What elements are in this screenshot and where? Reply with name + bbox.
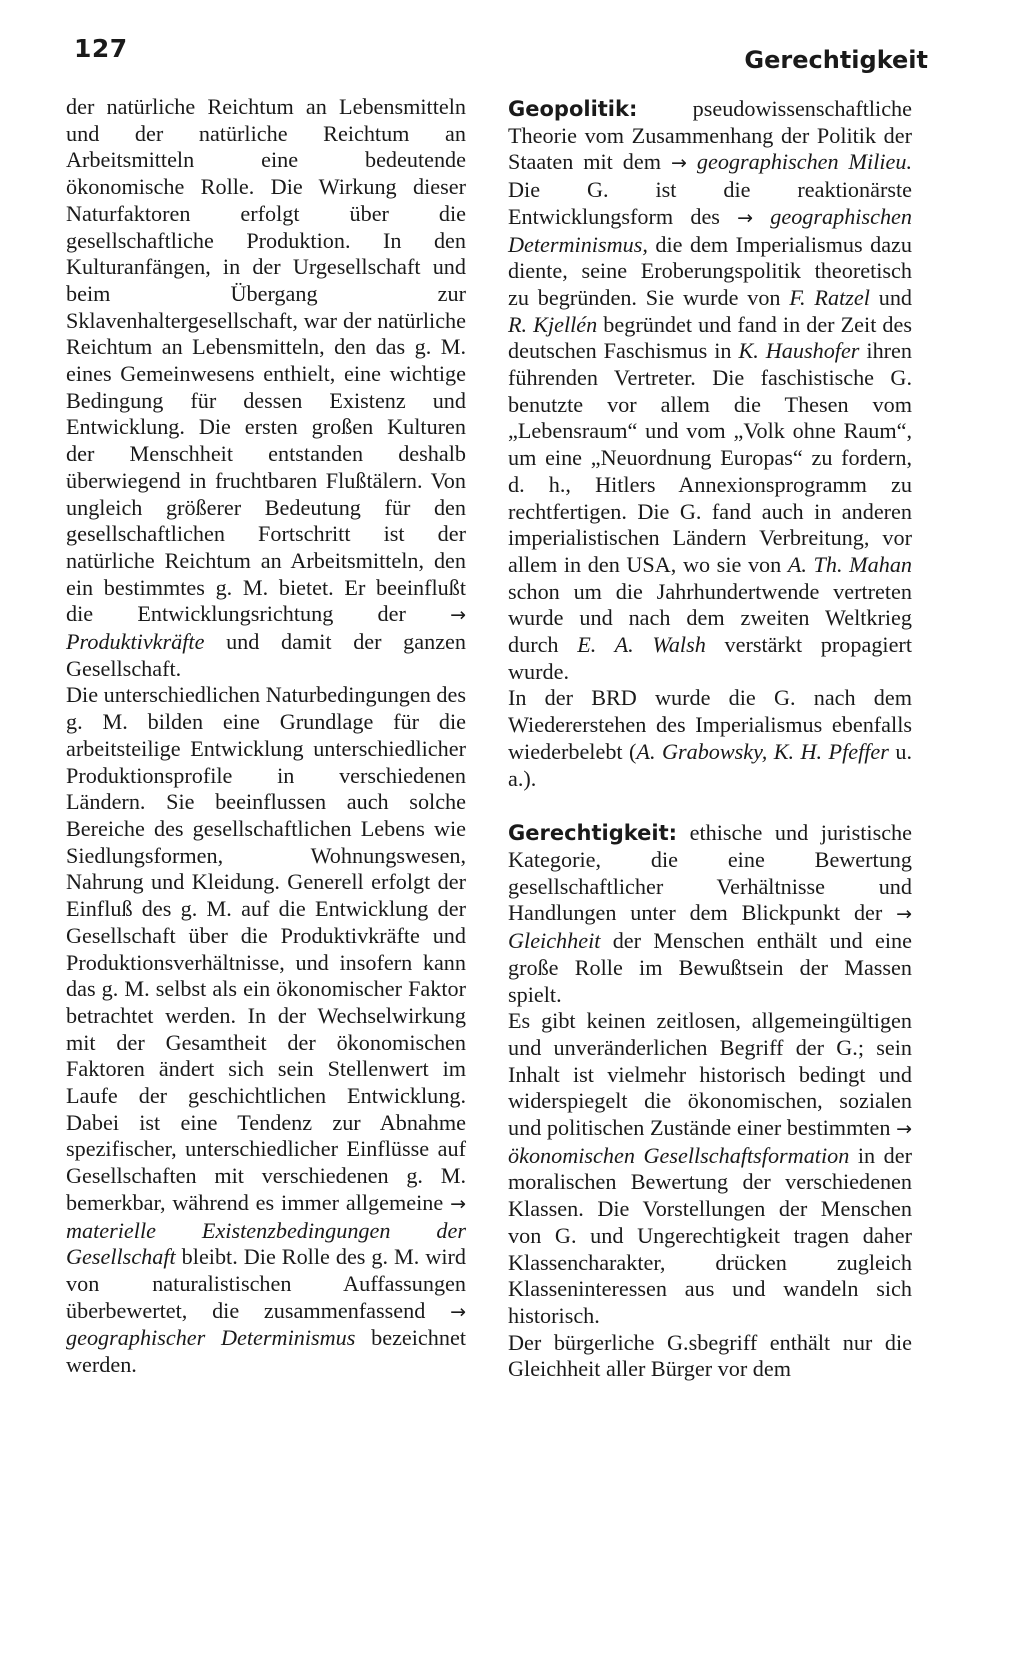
paragraph (508, 1008, 912, 1329)
text: und (869, 284, 912, 310)
text: der natürliche Reichtum an Lebensmitteln und der natürliche Reichtum an Arbeitsmitteln eine bedeutende ökonomische Rolle. Die Wirkung dieser Naturfaktoren erfolgt über die gesellschaftliche Produktion. In den Kulturanfängen, in der Urgesellschaft und beim Übergang zur Sklavenhaltergesellschaft, war der natürliche Reichtum an Lebensmitteln, den das g. M. eines Gemeinwesens enthielt, eine wichtige Bedingung für dessen Existenz und Entwicklung. Die ersten großen Kulturen der Menschheit entstanden deshalb überwiegend in fruchtbaren Flußtälern. Von ungleich größerer Bedeutung für den gesellschaftlichen Fortschritt ist der natürliche Reichtum an Arbeitsmitteln, den ein bestimmtes g. M. bietet. Er beeinflußt die Entwicklungsrichtung der (66, 94, 466, 627)
text: u. a.). (508, 738, 912, 791)
paragraph (66, 682, 466, 1378)
text: schon um die Jahrhundertwende vertreten wurde und nach dem zweiten Weltkrieg durch (508, 578, 912, 658)
cross-reference[interactable]: Gleichheit (508, 928, 601, 954)
entry-gerechtigkeit (508, 820, 912, 1008)
cross-reference[interactable]: materielle Existenzbedingungen der Gesellschaft (66, 1217, 466, 1270)
text: der Menschen enthält und eine große Rolle im Bewußtsein der Massen spielt. (508, 928, 912, 1007)
cross-reference[interactable]: geographischen Determinismus, (508, 203, 912, 257)
entry-term: Gerechtigkeit: (508, 821, 678, 846)
entry-geopolitik (508, 96, 912, 685)
text: in der moralischen Bewertung der verschiedenen Klassen. Die Vorstellungen der Menschen von G. und Ungerechtigkeit tragen daher Klassencharakter, drücken zugleich Klasseninteressen aus und wandeln sich historisch. (508, 1142, 912, 1328)
right-column (508, 96, 912, 1383)
text: Die G. ist die reaktionärste Entwicklungsform des (508, 177, 912, 229)
text: bezeichnet werden. (66, 1325, 466, 1378)
cross-reference-arrow-icon: → (896, 903, 912, 926)
text: Es gibt keinen zeitlosen, allgemeingültigen und unveränderlichen Begriff der G.; sein Inhalt ist vielmehr historisch bedingt und widerspiegelt die ökonomischen, sozialen und politischen Zustände einer bestimmten (508, 1008, 912, 1141)
cross-reference-arrow-icon: → (896, 1118, 913, 1141)
paragraph (66, 94, 466, 682)
cross-reference[interactable]: ökonomischen Gesellschaftsformation (508, 1142, 850, 1168)
cross-reference-arrow-icon: → (450, 1300, 466, 1323)
page-number: 127 (74, 34, 128, 63)
running-head: Gerechtigkeit (744, 46, 928, 74)
entry-term: Geopolitik: (508, 97, 638, 121)
left-column (66, 94, 466, 1379)
person-name: E. A. Walsh (577, 632, 706, 658)
cross-reference[interactable]: geographischer Determinismus (66, 1325, 356, 1351)
person-name: A. Th. Mahan (787, 551, 913, 577)
cross-reference[interactable]: geographischen Milieu. (696, 149, 913, 175)
cross-reference[interactable]: Produktivkräfte (66, 629, 205, 655)
text: und damit der ganzen Gesellschaft. (66, 629, 466, 681)
text: begründet und fand in der Zeit des deutschen Faschismus in (508, 311, 912, 364)
cross-reference-arrow-icon: → (450, 1192, 466, 1215)
person-name: K. Haushofer (738, 338, 860, 364)
text: ethische und juristische Kategorie, die eine Bewertung gesellschaftlicher Verhältnisse und Handlungen unter dem Blickpunkt der (508, 820, 912, 926)
text: ihren führenden Vertreter. Die faschistische G. benutzte vor allem die Thesen vom „Lebensraum“ und vom „Volk ohne Raum“, um eine „Neuordnung Europas“ zu fordern, d. h., Hitlers Annexionsprogramm zu rechtfertigen. Die G. fand auch in anderen imperialistischen Ländern Verbreitung, vor allem in den USA, wo sie von (508, 338, 912, 577)
paragraph (508, 685, 912, 792)
text: In der BRD wurde die G. nach dem Wiedererstehen des Imperialismus ebenfalls wiederbelebt ( (508, 685, 912, 764)
person-name: R. Kjellén (508, 311, 598, 337)
cross-reference-arrow-icon: → (737, 206, 754, 229)
person-name: F. Ratzel (789, 284, 870, 310)
cross-reference-arrow-icon: → (450, 604, 467, 627)
text: die dem Imperialismus dazu diente, seine Eroberungspolitik theoretisch zu begründen. Sie wurde von (508, 231, 912, 310)
person-name: A. Grabowsky, K. H. Pfeffer (636, 738, 889, 764)
text: Der bürgerliche G.sbegriff enthält nur die Gleichheit aller Bürger vor dem (508, 1329, 912, 1382)
paragraph (508, 1330, 912, 1383)
cross-reference-arrow-icon: → (670, 152, 687, 175)
text: bleibt. Die Rolle des g. M. wird von naturalistischen Auffassungen überbewertet, die zusammenfassend (66, 1244, 466, 1323)
text: verstärkt propagiert wurde. (508, 632, 912, 684)
text: Die unterschiedlichen Naturbedingungen des g. M. bilden eine Grundlage für die arbeitsteilige Entwicklung unterschiedlicher Produktionsprofile in verschiedenen Ländern. Sie beeinflussen auch solche Bereiche des gesellschaftlichen Lebens wie Siedlungsformen, Wohnungswesen, Nahrung und Kleidung. Generell erfolgt der Einfluß des g. M. auf die Entwicklung der Gesellschaft über die Produktivkräfte und Produktionsverhältnisse, und insofern kann das g. M. selbst als ein ökonomischer Faktor betrachtet werden. In der Wechselwirkung mit der Gesamtheit der ökonomischen Faktoren ändert sich sein Stellenwert im Laufe der geschichtlichen Entwicklung. Dabei ist eine Tendenz zur Abnahme spezifischer, unterschiedlicher Einflüsse auf Gesellschaften mit verschiedenen g. M. bemerkbar, während es immer allgemeine (66, 682, 466, 1215)
text: pseudowissenschaftliche Theorie vom Zusammenhang der Politik der Staaten mit dem (508, 96, 912, 175)
